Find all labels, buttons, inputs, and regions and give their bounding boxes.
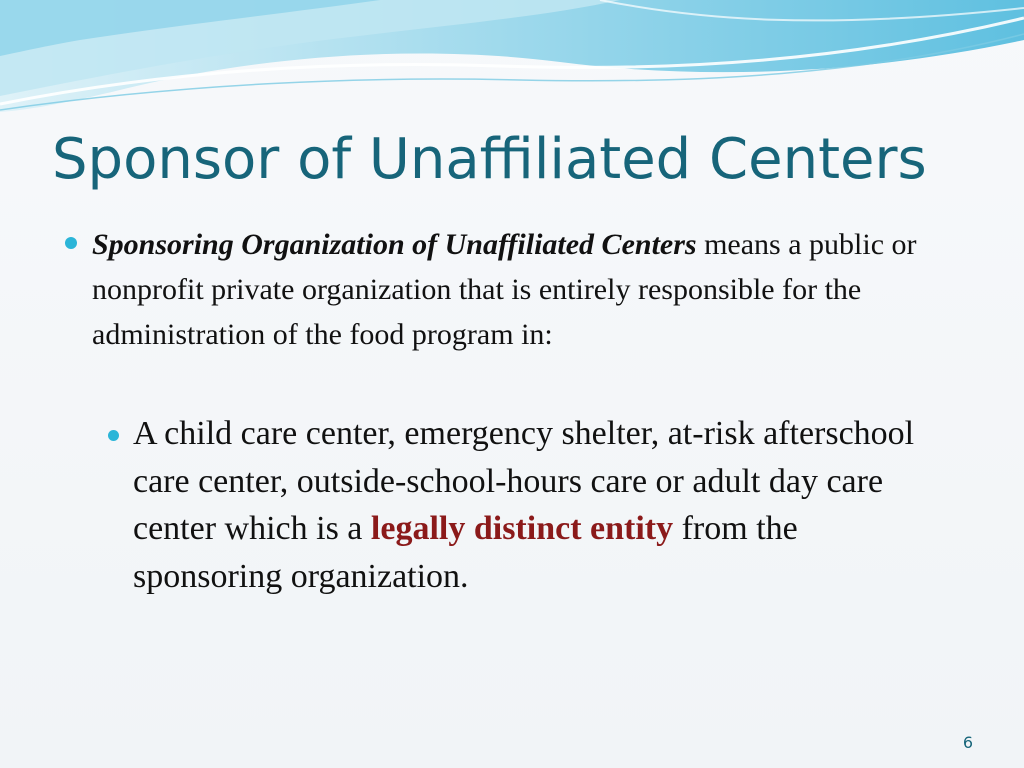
slide-title: Sponsor of Unaffiliated Centers [52, 127, 927, 192]
defined-term: Sponsoring Organization of Unaffiliated Centers [92, 228, 697, 261]
sub-bullet-text-before: A child care center, emergency shelter, at-risk afterschool care center, outside-school-hours care or adult day care center which is a [133, 415, 915, 547]
sub-bullet-icon [108, 430, 119, 441]
sub-bullet-emphasis: legally distinct entity [370, 510, 674, 547]
bullet-icon [65, 237, 77, 249]
page-number: 6 [962, 733, 974, 752]
header-wave-decoration [0, 0, 1024, 130]
sub-bullet-text-after: from the sponsoring organization. [133, 510, 798, 595]
sub-bullet-paragraph [133, 410, 953, 600]
definition-text: means a public or nonprofit private organization that is entirely responsible for the administration of the food program in: [92, 228, 917, 351]
definition-paragraph [92, 222, 972, 357]
